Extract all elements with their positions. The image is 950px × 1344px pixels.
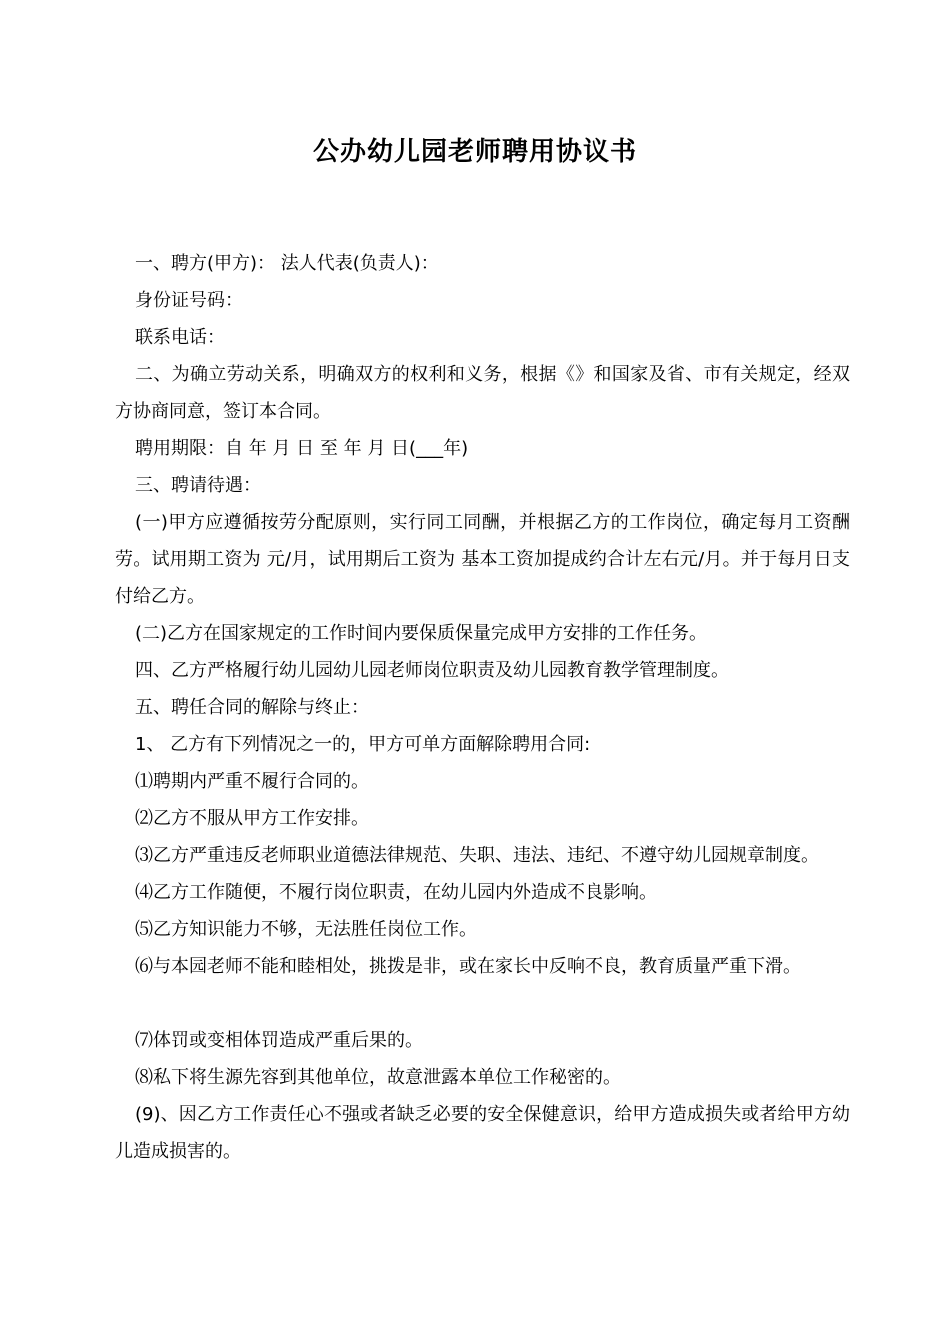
clause-2-purpose: 二、为确立劳动关系，明确双方的权利和义务，根据《》和国家及省、市有关规定，经双方协商同意，签订本合同。 (115, 364, 850, 422)
condition-1: ⑴聘期内严重不履行合同的。 (135, 771, 369, 792)
clause-5-heading: 五、聘任合同的解除与终止： (135, 697, 369, 718)
id-number-line: 身份证号码： (135, 290, 243, 311)
condition-6: ⑹与本园老师不能和睦相处，挑拨是非，或在家长中反响不良，教育质量严重下滑。 (135, 956, 801, 977)
term-line: 聘用期限：自 年 月 日 至 年 月 日(___年) (135, 438, 469, 459)
blank-line (115, 985, 850, 1022)
condition-5: ⑸乙方知识能力不够，无法胜任岗位工作。 (135, 919, 477, 940)
clause-5-item-1: 1、 乙方有下列情况之一的，甲方可单方面解除聘用合同: (135, 734, 591, 755)
document-body (115, 245, 850, 1170)
condition-2: ⑵乙方不服从甲方工作安排。 (135, 808, 369, 829)
condition-8: ⑻私下将生源先容到其他单位，故意泄露本单位工作秘密的。 (135, 1067, 621, 1088)
condition-9: (9)、因乙方工作责任心不强或者缺乏必要的安全保健意识，给甲方造成损失或者给甲方幼儿造成损害的。 (115, 1104, 850, 1162)
document-title: 公办幼儿园老师聘用协议书 (312, 137, 637, 167)
clause-1-employer: 一、聘方(甲方)： 法人代表(负责人)： (135, 253, 439, 274)
condition-4: ⑷乙方工作随便，不履行岗位职责，在幼儿园内外造成不良影响。 (135, 882, 657, 903)
condition-3: ⑶乙方严重违反老师职业道德法律规范、失职、违法、违纪、不遵守幼儿园规章制度。 (135, 845, 819, 866)
clause-3-heading: 三、聘请待遇： (135, 475, 261, 496)
clause-4: 四、乙方严格履行幼儿园幼儿园老师岗位职责及幼儿园教育教学管理制度。 (135, 660, 729, 681)
condition-7: ⑺体罚或变相体罚造成严重后果的。 (135, 1030, 423, 1051)
clause-3-item-1: (一)甲方应遵循按劳分配原则，实行同工同酬，并根据乙方的工作岗位，确定每月工资酬劳。试用期工资为 元/月，试用期后工资为 基本工资加提成约合计左右元/月。并于每月日支付给乙方。 (115, 512, 850, 607)
clause-3-item-2: (二)乙方在国家规定的工作时间内要保质保量完成甲方安排的工作任务。 (135, 623, 708, 644)
phone-line: 联系电话： (135, 327, 225, 348)
